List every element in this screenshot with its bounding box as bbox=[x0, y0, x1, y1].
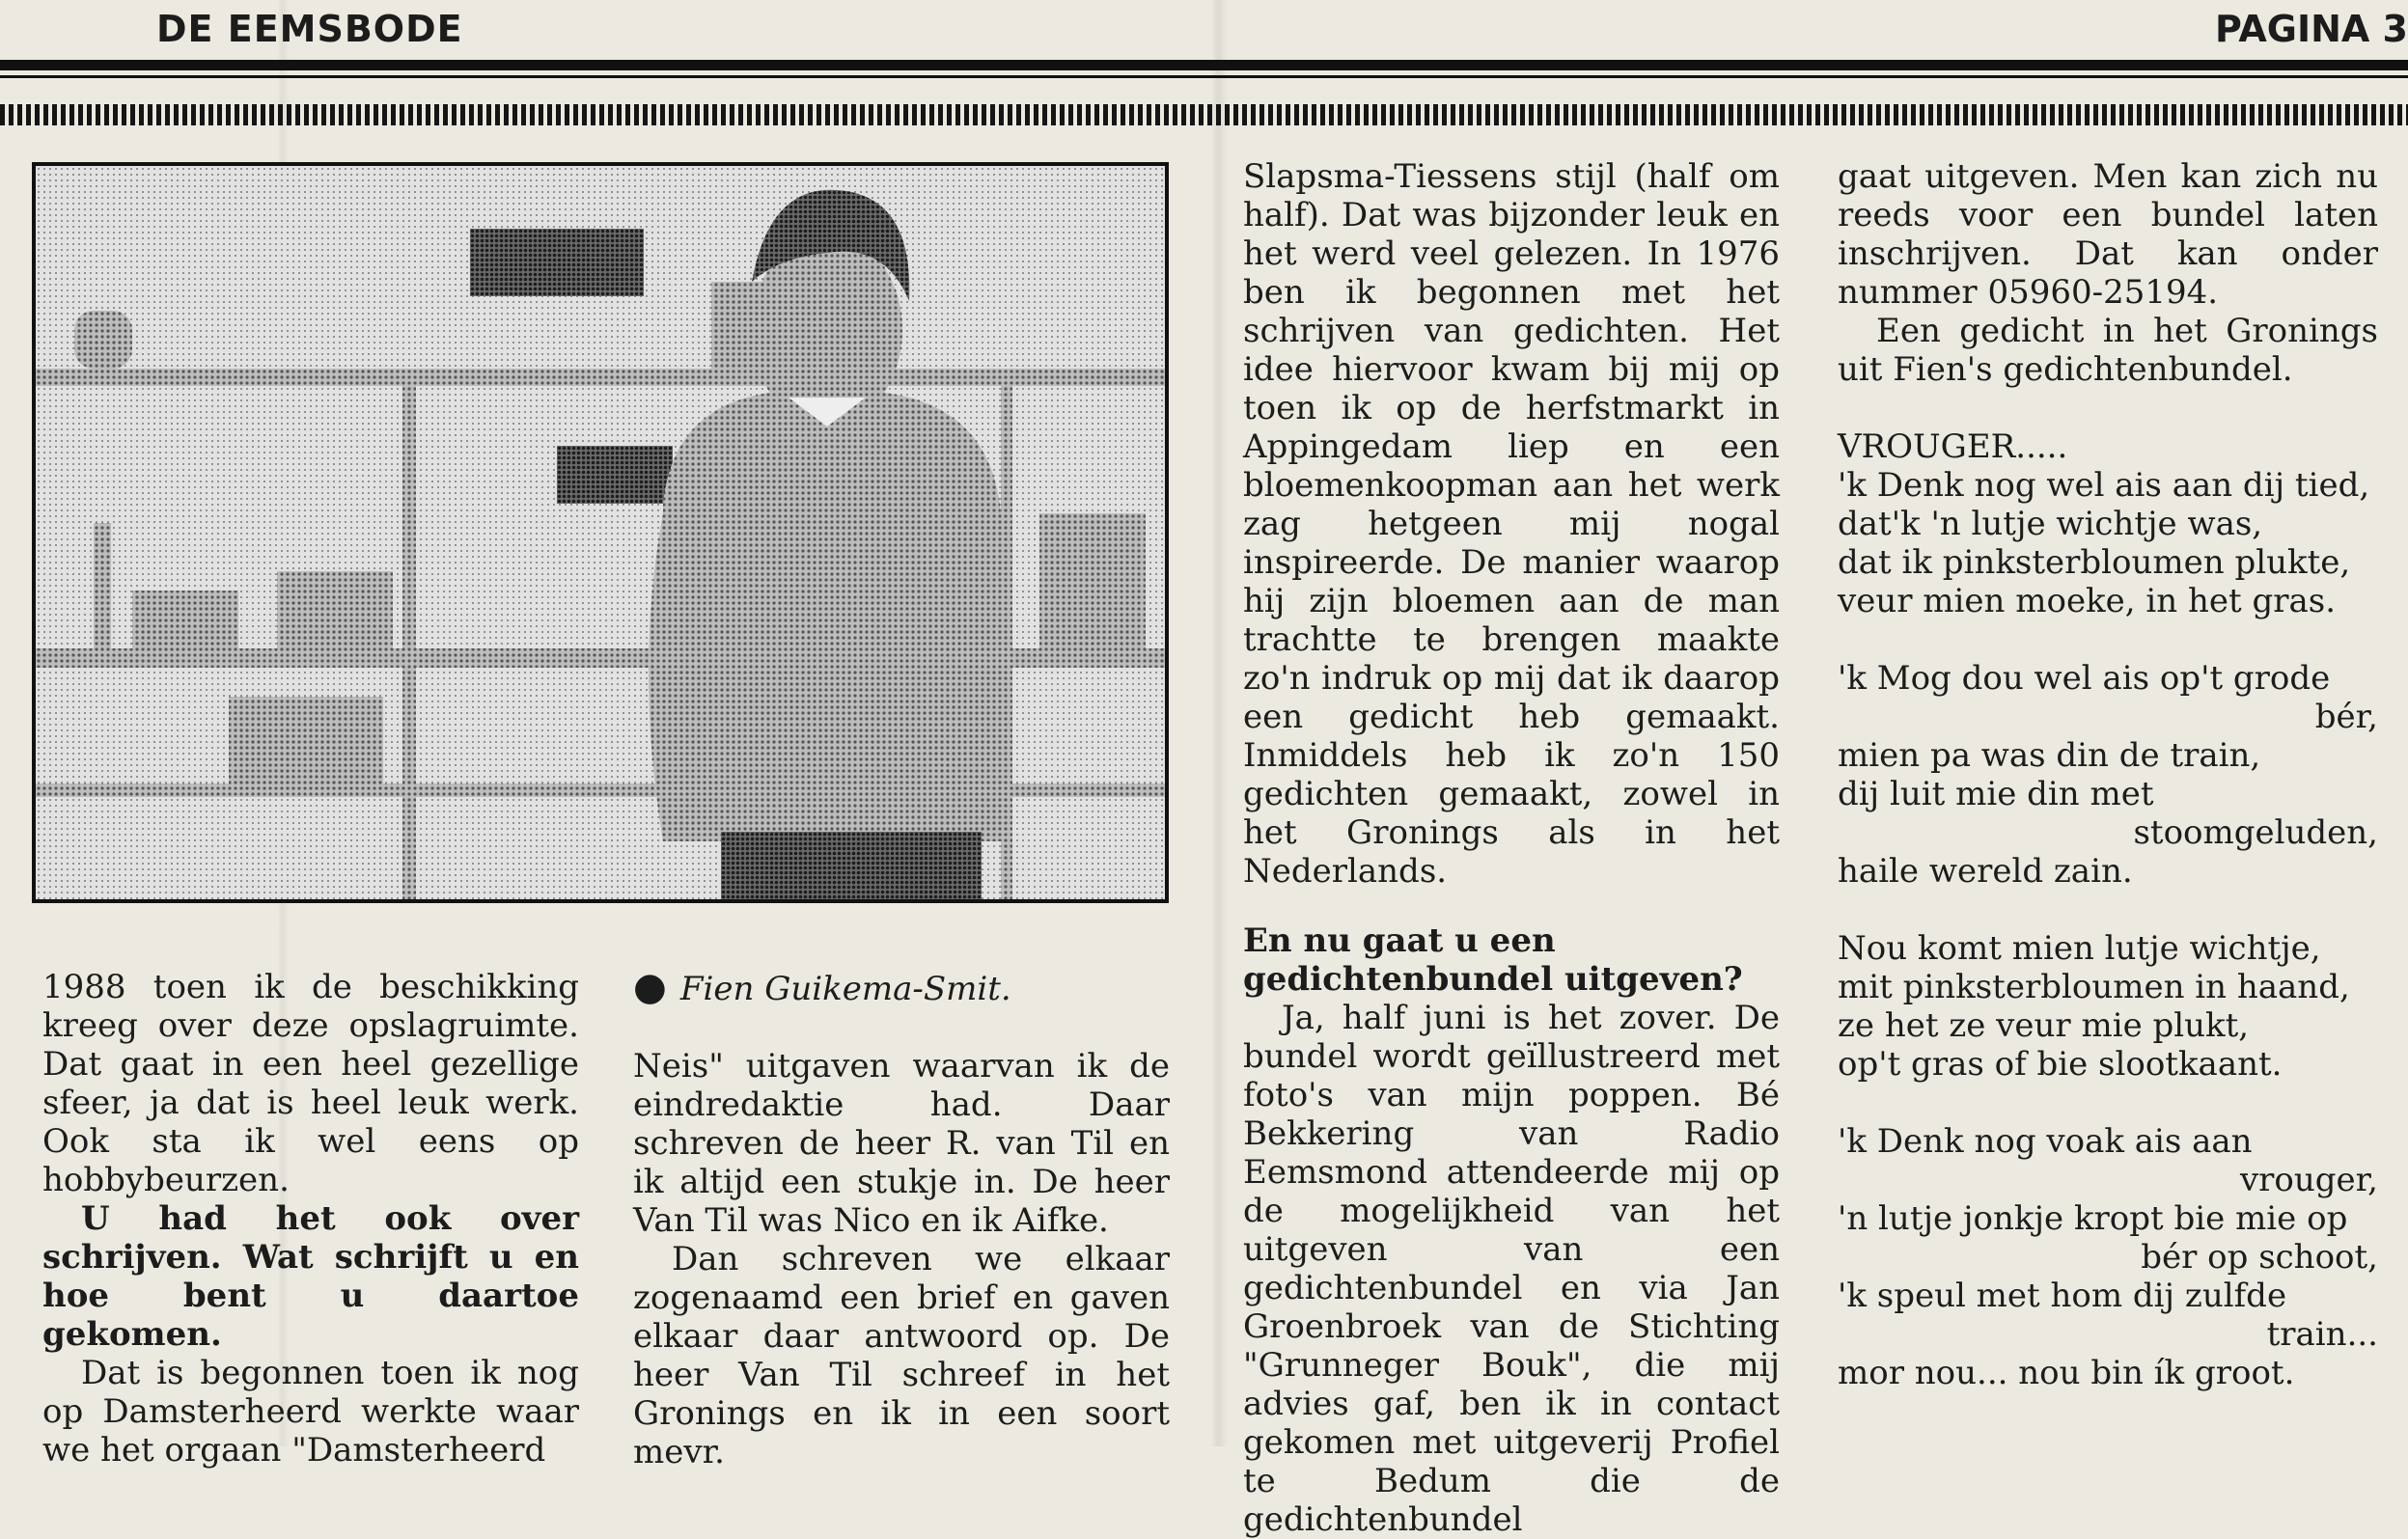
spacer bbox=[1838, 891, 2378, 929]
paragraph: Neis" uitgaven waarvan ik de eindredaktie had. Daar schreven de heer R. van Til en ik altijd een stukje in. De heer Van Til was Nico en ik Aifke. bbox=[633, 1047, 1170, 1240]
poem-line: 'k Denk nog voak ais aan bbox=[1838, 1122, 2253, 1161]
poem-line: vrouger, bbox=[2239, 1161, 2378, 1199]
poem-line: mit pinksterbloumen in haand, bbox=[1838, 968, 2350, 1006]
poem-title: VROUGER..... bbox=[1838, 427, 2068, 466]
paragraph: 1988 toen ik de beschikking kreeg over deze opslagruimte. Dat gaat in een heel gezellige sfeer, ja dat is heel leuk werk. Ook sta ik wel eens op hobbybeurzen. bbox=[42, 968, 579, 1199]
spacer bbox=[1243, 891, 1780, 921]
poem-line: 'k Denk nog wel ais aan dij tied, bbox=[1838, 466, 2370, 505]
article-column-2 bbox=[633, 965, 1170, 1471]
article-column-3 bbox=[1243, 157, 1780, 1539]
paragraph: Een gedicht in het Gronings uit Fien's gedichtenbundel. bbox=[1838, 312, 2378, 389]
page-number: PAGINA 3 bbox=[2215, 8, 2408, 50]
interview-question: U had het ook over schrijven. Wat schrijft u en hoe bent u daartoe gekomen. bbox=[42, 1199, 579, 1354]
newspaper-name: DE EEMSBODE bbox=[156, 8, 463, 50]
paragraph: gaat uitgeven. Men kan zich nu reeds voor een bundel laten inschrijven. Dat kan onder nummer 05960-25194. bbox=[1838, 157, 2378, 312]
poem-line: op't gras of bie slootkaant. bbox=[1838, 1045, 2283, 1084]
poem-line: bér, bbox=[2314, 698, 2378, 736]
poem-line: veur mien moeke, in het gras. bbox=[1838, 582, 2337, 620]
paragraph: Dan schreven we elkaar zogenaamd een brief en gaven elkaar daar antwoord op. De heer Van Til schreef in het Gronings en ik in een soort mevr. bbox=[633, 1240, 1170, 1471]
header-rule bbox=[0, 60, 2408, 70]
paragraph: Dat is begonnen toen ik nog op Damsterheerd werkte waar we het orgaan "Damsterheerd bbox=[42, 1354, 579, 1470]
poem-line: stoomgeluden, bbox=[2133, 813, 2378, 852]
poem bbox=[1838, 427, 2378, 1392]
poem-line: Nou komt mien lutje wichtje, bbox=[1838, 929, 2321, 968]
poem-line: haile wereld zain. bbox=[1838, 852, 2133, 891]
paragraph: Slapsma-Tiessens stijl (half om half). Dat was bijzonder leuk en het werd veel gelezen. In 1976 ben ik begonnen met het schrijven van gedichten. Het idee hiervoor kwam bij mij op toen ik op de herfstmarkt in Appingedam liep en een bloemenkoopman aan het werk zag hetgeen mij nogal inspireerde. De manier waarop hij zijn bloemen aan de man trachtte te brengen maakte zo'n indruk op mij dat ik daarop een gedicht heb gemaakt. Inmiddels heb ik zo'n 150 gedichten gemaakt, zowel in het Gronings als in het Nederlands. bbox=[1243, 157, 1780, 891]
caption-text: Fien Guikema-Smit. bbox=[679, 970, 1011, 1008]
photo-illustration bbox=[36, 166, 1165, 899]
bullet-icon: ● bbox=[633, 965, 667, 1009]
poem-line: 'k speul met hom dij zulfde bbox=[1838, 1277, 2287, 1315]
portrait-photo bbox=[32, 162, 1169, 903]
poem-line: 'n lutje jonkje kropt bie mie op bbox=[1838, 1199, 2348, 1238]
photo-caption bbox=[633, 965, 1170, 1009]
article-column-4 bbox=[1838, 157, 2378, 1392]
poem-line: 'k Mog dou wel ais op't grode bbox=[1838, 659, 2331, 698]
poem-line: dat'k 'n lutje wichtje was, bbox=[1838, 505, 2263, 543]
poem-line: mor nou... nou bin ík groot. bbox=[1838, 1354, 2295, 1392]
poem-line: bér op schoot, bbox=[2141, 1238, 2378, 1277]
spacer bbox=[1838, 620, 2378, 659]
poem-line: train... bbox=[2266, 1315, 2378, 1354]
interview-question: En nu gaat u een gedichtenbundel uitgeven? bbox=[1243, 921, 1743, 999]
spacer bbox=[1838, 1084, 2378, 1122]
header-rule-thin bbox=[0, 75, 2408, 78]
spacer bbox=[633, 1008, 1170, 1047]
paragraph: Ja, half juni is het zover. De bundel wordt geïllustreerd met foto's van mijn poppen. Bé Bekkering van Radio Eemsmond attendeerde mij op de mogelijkheid van het uitgeven van een gedichtenbundel en via Jan Groenbroek van de Stichting "Grunneger Bouk", die mij advies gaf, ben ik in contact gekomen met uitgeverij Profiel te Bedum die de gedichtenbundel bbox=[1243, 999, 1780, 1539]
article-column-1 bbox=[42, 968, 579, 1470]
poem-line: ze het ze veur mie plukt, bbox=[1838, 1006, 2250, 1045]
poem-line: dat ik pinksterbloumen plukte, bbox=[1838, 543, 2351, 582]
poem-line: mien pa was din de train, bbox=[1838, 736, 2261, 775]
poem-line: dij luit mie din met bbox=[1838, 775, 2154, 813]
decorative-stripe bbox=[0, 104, 2408, 125]
spacer bbox=[1838, 389, 2378, 427]
